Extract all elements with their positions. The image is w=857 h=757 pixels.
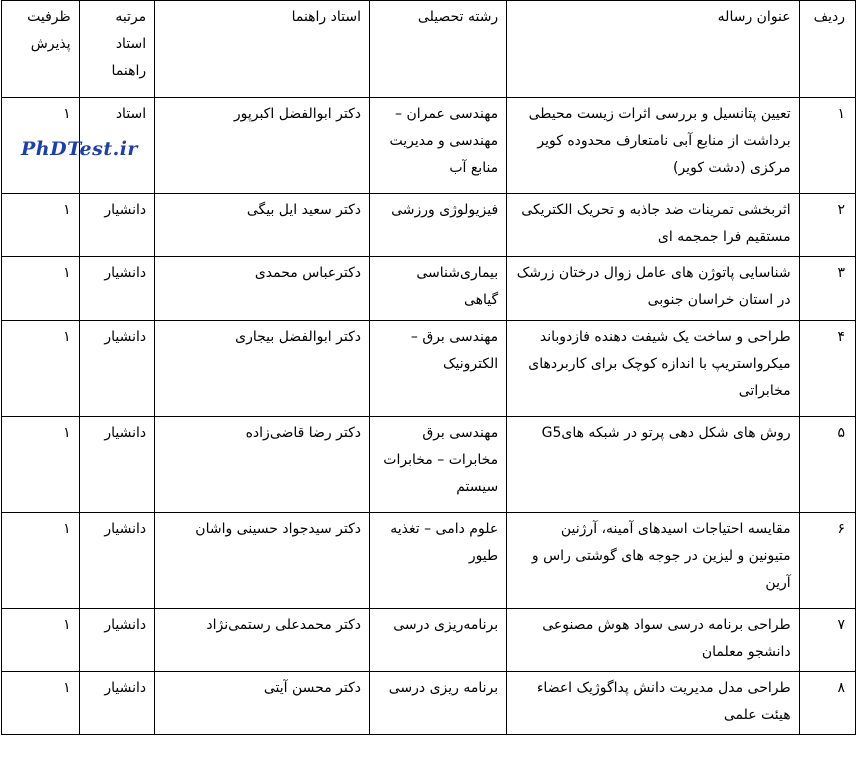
row-rank: دانشیار <box>79 417 155 513</box>
row-field: مهندسی برق – الکترونیک <box>370 321 507 417</box>
row-title: شناسایی پاتوژن های عامل زوال درختان زرشک در استان خراسان جنوبی <box>507 257 799 321</box>
header-advisor: استاد راهنما <box>155 1 370 98</box>
row-advisor: دکتر ابوالفضل بیجاری <box>155 321 370 417</box>
row-capacity: ۱ <box>2 194 80 257</box>
row-rank: دانشیار <box>79 672 155 735</box>
table-row <box>2 672 856 735</box>
row-index: ۲ <box>799 194 855 257</box>
row-title: اثربخشی تمرینات ضد جاذبه و تحریک الکتریکی مستقیم فرا جمجمه ای <box>507 194 799 257</box>
row-advisor: دکتر سعید ایل بیگی <box>155 194 370 257</box>
row-title: مقایسه احتیاجات اسیدهای آمینه، آرژنین متیونین و لیزین در جوجه های گوشتی راس و آرین <box>507 513 799 609</box>
row-field: مهندسی برق مخابرات – مخابرات سیستم <box>370 417 507 513</box>
table-row <box>2 257 856 321</box>
row-advisor: دکتر ابوالفضل اکبرپور <box>155 98 370 194</box>
row-index: ۶ <box>799 513 855 609</box>
row-field: علوم دامی – تغذیه طیور <box>370 513 507 609</box>
row-advisor: دکتر رضا قاضی‌زاده <box>155 417 370 513</box>
row-field: مهندسی عمران – مهندسی و مدیریت منابع آب <box>370 98 507 194</box>
header-field: رشته تحصیلی <box>370 1 507 98</box>
row-advisor: دکتر سیدجواد حسینی واشان <box>155 513 370 609</box>
header-title: عنوان رساله <box>507 1 799 98</box>
watermark-logo: PhDTest.ir <box>21 138 138 160</box>
row-field: برنامه ریزی درسی <box>370 672 507 735</box>
row-index: ۴ <box>799 321 855 417</box>
row-capacity: ۱ <box>2 609 80 672</box>
row-index: ۵ <box>799 417 855 513</box>
row-field: بیماری‌شناسی گیاهی <box>370 257 507 321</box>
row-capacity: ۱ <box>2 321 80 417</box>
row-advisor: دکترعباس محمدی <box>155 257 370 321</box>
row-index: ۱ <box>799 98 855 194</box>
row-advisor: دکتر محمدعلی رستمی‌نژاد <box>155 609 370 672</box>
row-rank: دانشیار <box>79 257 155 321</box>
row-rank: دانشیار <box>79 609 155 672</box>
header-index: ردیف <box>799 1 855 98</box>
row-title: روش های شکل دهی پرتو در شبکه هایG5 <box>507 417 799 513</box>
header-row <box>2 1 856 98</box>
row-rank: دانشیار <box>79 321 155 417</box>
table-row <box>2 194 856 257</box>
row-title: طراحی و ساخت یک شیفت دهنده فازدوباند میکرواستریپ با اندازه کوچک برای کاربردهای مخابراتی <box>507 321 799 417</box>
row-index: ۳ <box>799 257 855 321</box>
row-capacity: ۱ <box>2 257 80 321</box>
header-rank: مرتبه استاد راهنما <box>79 1 155 98</box>
row-advisor: دکتر محسن آیتی <box>155 672 370 735</box>
row-capacity: ۱ <box>2 417 80 513</box>
header-capacity: ظرفیت پذیرش <box>2 1 80 98</box>
table-row <box>2 609 856 672</box>
row-index: ۸ <box>799 672 855 735</box>
thesis-table <box>1 0 856 735</box>
row-rank: دانشیار <box>79 513 155 609</box>
row-field: فیزیولوژی ورزشی <box>370 194 507 257</box>
row-rank: استاد <box>79 98 155 194</box>
row-title: تعیین پتانسیل و بررسی اثرات زیست محیطی برداشت از منابع آبی نامتعارف محدوده کویر مرکزی (دشت کویر) <box>507 98 799 194</box>
row-title: طراحی مدل مدیریت دانش پداگوژیک اعضاء هیئت علمی <box>507 672 799 735</box>
row-capacity: ۱ <box>2 672 80 735</box>
table-row <box>2 513 856 609</box>
row-rank: دانشیار <box>79 194 155 257</box>
row-capacity: ۱ <box>2 513 80 609</box>
row-capacity: ۱ <box>2 98 80 194</box>
row-index: ۷ <box>799 609 855 672</box>
table-row <box>2 321 856 417</box>
row-title: طراحی برنامه درسی سواد هوش مصنوعی دانشجو معلمان <box>507 609 799 672</box>
table-row <box>2 417 856 513</box>
row-field: برنامه‌ریزی درسی <box>370 609 507 672</box>
